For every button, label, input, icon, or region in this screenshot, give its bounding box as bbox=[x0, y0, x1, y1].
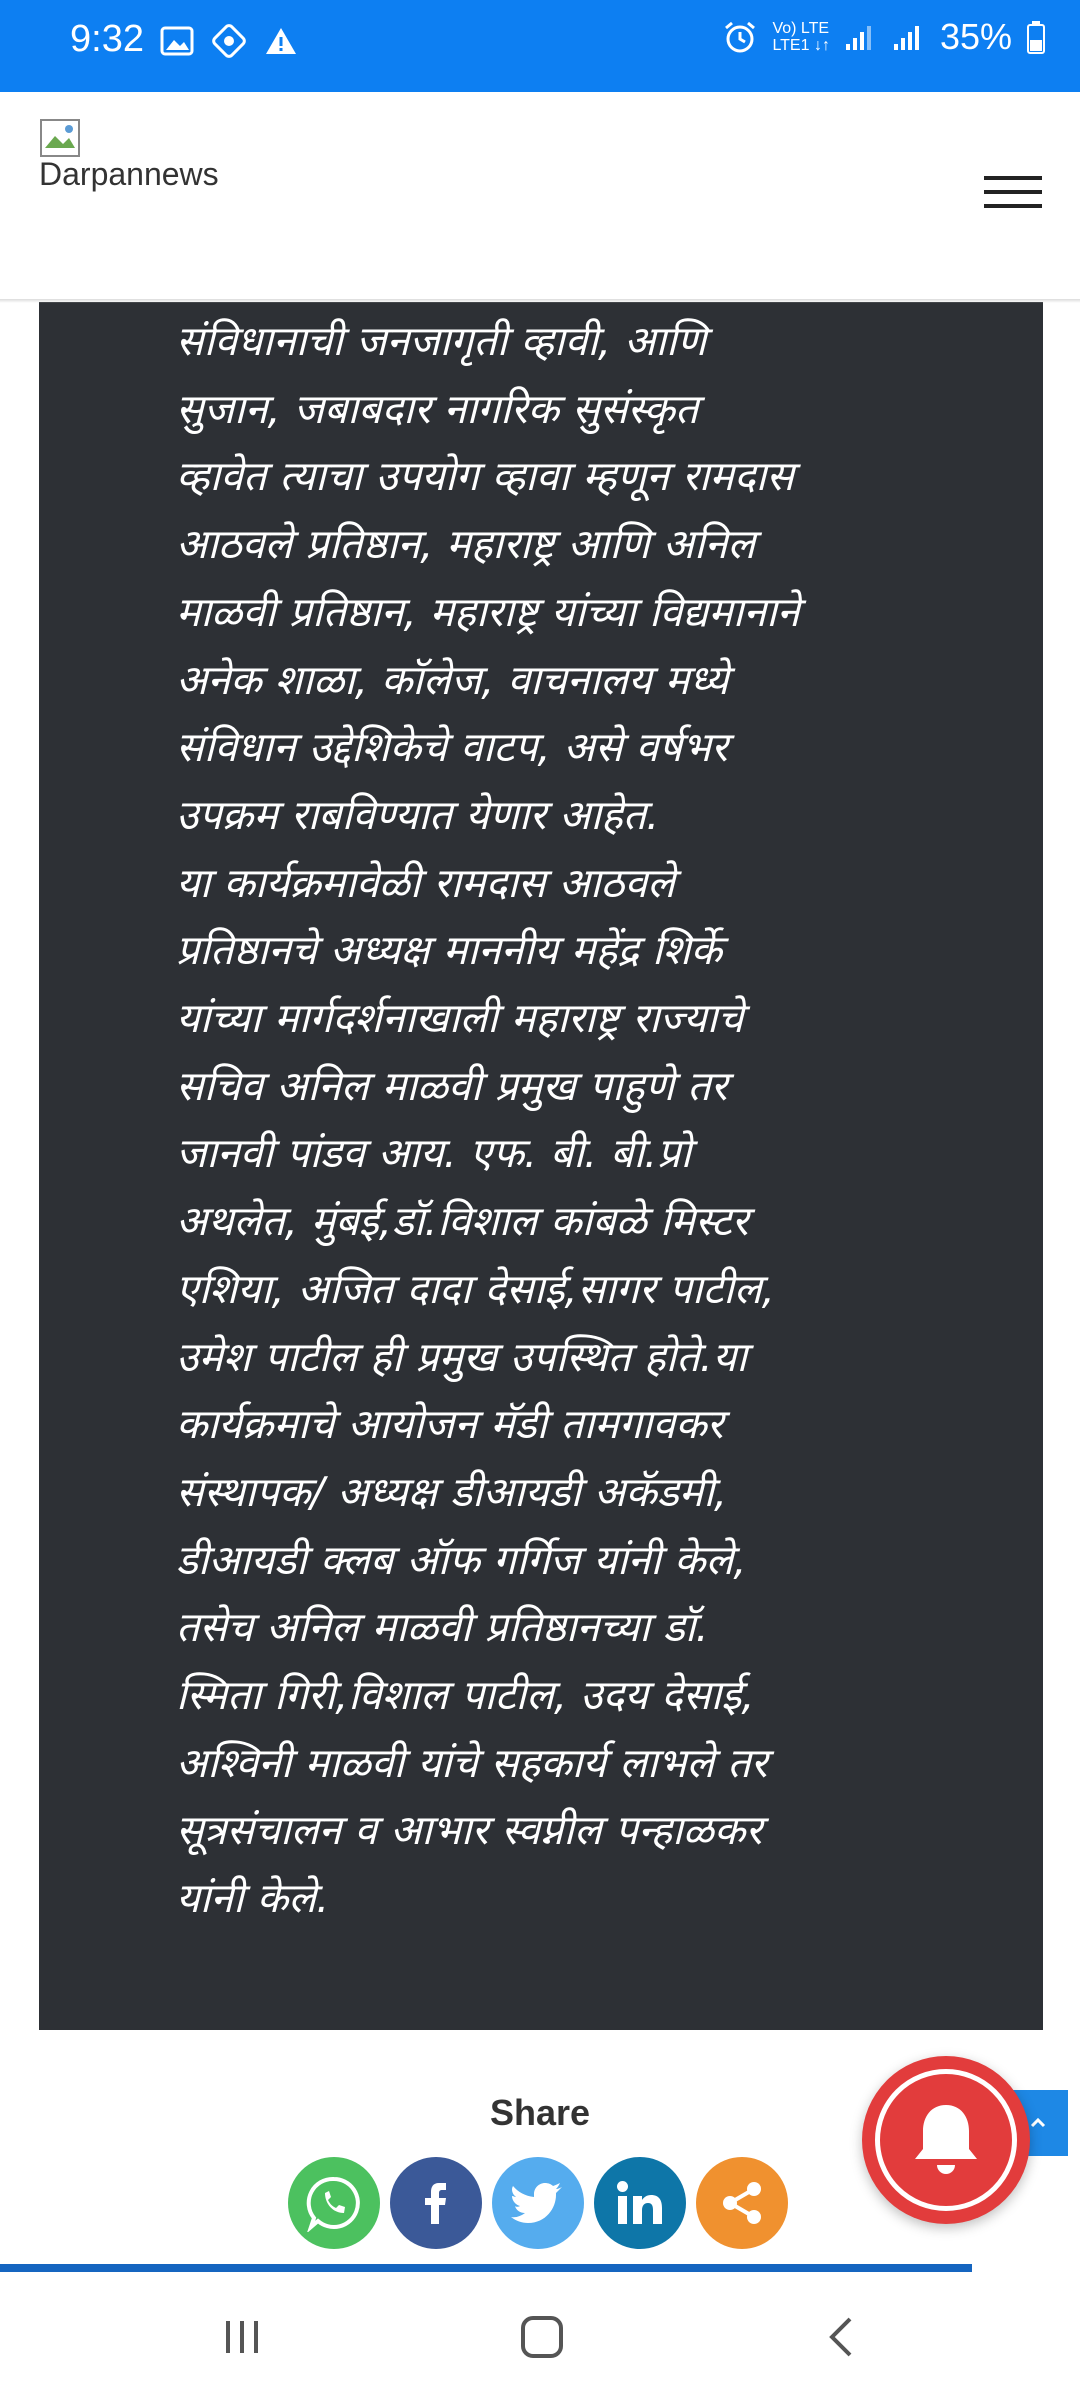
article-line: डीआयडी क्लब ऑफ गर्गिज यांनी केले, bbox=[176, 1535, 747, 1584]
linkedin-share-button[interactable] bbox=[594, 2157, 686, 2249]
article-line: सुजान, जबाबदार नागरिक सुसंस्कृत bbox=[176, 384, 699, 433]
facebook-share-button[interactable] bbox=[390, 2157, 482, 2249]
article-line: तसेच अनिल माळवी प्रतिष्ठानच्या डॉ. bbox=[176, 1603, 709, 1652]
twitter-icon bbox=[510, 2178, 566, 2228]
signal-icon bbox=[844, 22, 878, 52]
status-time: 9:32 bbox=[70, 18, 144, 60]
article-line: प्रतिष्ठानचे अध्यक्ष माननीय महेंद्र शिर्के bbox=[176, 926, 723, 975]
linkedin-icon bbox=[614, 2178, 666, 2228]
article-line: अथलेत, मुंबई,डॉ.विशाल कांबळे मिस्टर bbox=[176, 1197, 749, 1246]
share-icon bbox=[717, 2178, 767, 2228]
article-line: अश्विनी माळवी यांचे सहकार्य लाभले तर bbox=[176, 1738, 768, 1787]
whatsapp-share-button[interactable] bbox=[288, 2157, 380, 2249]
article-line: उपक्रम राबविण्यात येणार आहेत. bbox=[176, 790, 660, 839]
article-line: स्मिता गिरी,विशाल पाटील, उदय देसाई, bbox=[176, 1671, 755, 1720]
article-line: कार्यक्रमाचे आयोजन मॅडी तामगावकर bbox=[176, 1400, 724, 1449]
battery-icon bbox=[1026, 20, 1046, 54]
screenshot-icon bbox=[212, 24, 246, 58]
notification-icons bbox=[160, 24, 298, 58]
article-line: सूत्रसंचालन व आभार स्वप्नील पन्हाळकर bbox=[176, 1806, 763, 1855]
article-line: व्हावेत त्याचा उपयोग व्हावा म्हणून रामदास bbox=[176, 452, 794, 501]
home-button[interactable] bbox=[512, 2312, 572, 2362]
recent-apps-icon bbox=[222, 2317, 262, 2357]
article-line: संविधान उद्देशिकेचे वाटप, असे वर्षभर bbox=[176, 723, 728, 772]
logo-alt-text: Darpannews bbox=[39, 156, 219, 192]
status-right bbox=[722, 16, 1046, 58]
reading-progress-bar bbox=[0, 2264, 972, 2272]
share-title: Share bbox=[489, 2092, 591, 2133]
share-buttons bbox=[288, 2157, 788, 2249]
article-line: यांच्या मार्गदर्शनाखाली महाराष्ट्र राज्याचे bbox=[176, 994, 744, 1043]
article-line: आठवले प्रतिष्ठान, महाराष्ट्र आणि अनिल bbox=[176, 520, 756, 569]
article-line: एशिया, अजित दादा देसाई,सागर पाटील, bbox=[176, 1264, 775, 1313]
article-line: संविधानाची जनजागृती व्हावी, आणि bbox=[176, 317, 707, 365]
site-logo[interactable] bbox=[39, 118, 269, 198]
article-line: यांनी केले. bbox=[176, 1874, 330, 1923]
whatsapp-icon bbox=[305, 2174, 363, 2232]
more-share-button[interactable] bbox=[696, 2157, 788, 2249]
network-type-label: Vo) LTE LTE1 ↓↑ bbox=[772, 20, 830, 54]
article-line: माळवी प्रतिष्ठान, महाराष्ट्र यांच्या विद्यमानाने bbox=[176, 587, 800, 636]
signal-icon-2 bbox=[892, 22, 926, 52]
recent-apps-button[interactable] bbox=[212, 2312, 272, 2362]
gallery-icon bbox=[160, 26, 194, 56]
article-body bbox=[176, 308, 1016, 1933]
article-line: अनेक शाळा, कॉलेज, वाचनालय मध्ये bbox=[176, 655, 729, 704]
article-line: जानवी पांडव आय. एफ. बी. बी.प्रो bbox=[176, 1129, 692, 1178]
home-icon bbox=[519, 2314, 565, 2360]
article-line: या कार्यक्रमावेळी रामदास आठवले bbox=[176, 858, 675, 907]
alarm-icon bbox=[722, 19, 758, 55]
bell-icon bbox=[901, 2095, 991, 2185]
system-navigation-bar bbox=[0, 2272, 1080, 2400]
menu-button[interactable] bbox=[984, 172, 1044, 212]
back-button[interactable] bbox=[812, 2312, 872, 2362]
notification-bell-button[interactable] bbox=[862, 2056, 1030, 2224]
back-icon bbox=[822, 2315, 862, 2359]
twitter-share-button[interactable] bbox=[492, 2157, 584, 2249]
broken-image-icon bbox=[39, 118, 81, 158]
warning-icon bbox=[264, 26, 298, 56]
article-line: संस्थापक/ अध्यक्ष डीआयडी अकॅडमी, bbox=[176, 1467, 727, 1516]
facebook-icon bbox=[411, 2178, 461, 2228]
article-content bbox=[39, 92, 1043, 2030]
article-line: उमेश पाटील ही प्रमुख उपस्थित होते.या bbox=[176, 1332, 748, 1381]
status-bar bbox=[0, 0, 1080, 92]
battery-percent: 35% bbox=[939, 16, 1012, 57]
article-line: सचिव अनिल माळवी प्रमुख पाहुणे तर bbox=[176, 1061, 728, 1110]
